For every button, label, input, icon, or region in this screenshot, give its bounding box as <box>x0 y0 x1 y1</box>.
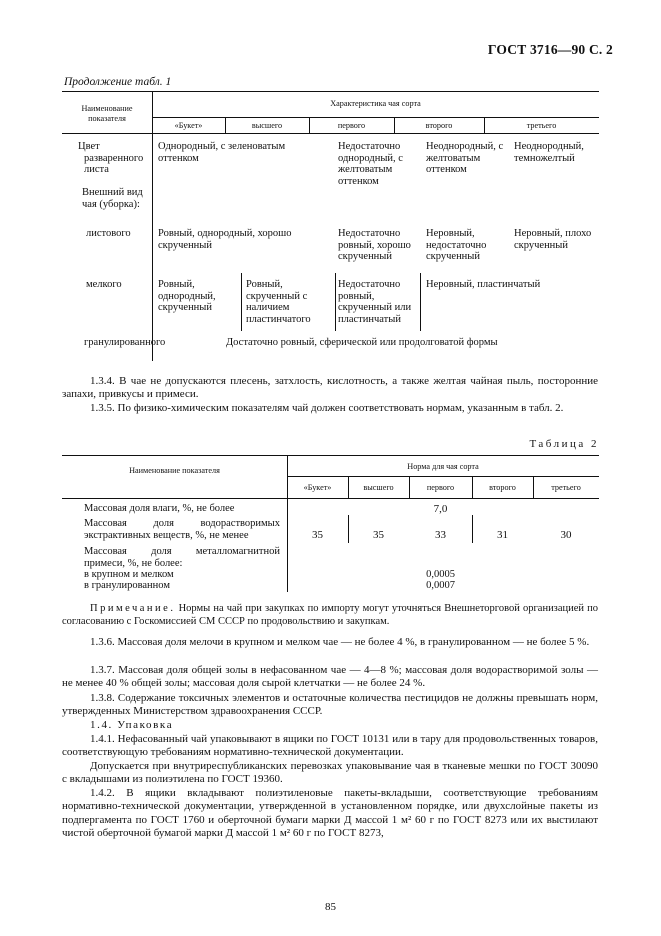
cell-extractives-pervogo: 33 <box>435 529 446 541</box>
table1-body-divider <box>152 133 153 361</box>
table2-header-bottom-rule <box>62 498 599 499</box>
table1-fine-divider <box>241 273 242 331</box>
page-number: 85 <box>325 901 336 913</box>
cell-fine-buket: Ровный, однородный, скрученный <box>158 279 216 313</box>
row-label-leaf: листового <box>86 228 131 239</box>
row-label-leaf-color: Цвет разваренного листа <box>78 141 144 175</box>
row-label-magnetic-granulated: в гранулированном <box>84 580 170 591</box>
table1-grade-header: третьего <box>526 121 557 130</box>
cell-leaf-vtorogo: Неровный, недостаточно скрученный <box>426 228 487 262</box>
row-label-moisture: Массовая доля влаги, %, не более <box>84 503 235 514</box>
row-label-granulated: гранулированного <box>84 337 166 348</box>
table2-grade-header: второго <box>489 483 516 492</box>
table1-group-header: Характеристика чая сорта <box>330 99 421 108</box>
cell-extractives-vtorogo: 31 <box>497 529 508 541</box>
section-1-4-heading: 1.4. Упаковка <box>90 719 174 731</box>
row-label-magnetic-large: в крупном и мелком <box>84 569 174 580</box>
table1-header-bottom-rule <box>62 133 599 134</box>
table1-continuation-label: Продолжение табл. 1 <box>64 76 172 88</box>
table2-group-header: Норма для чая сорта <box>407 462 479 471</box>
paragraph-1-4-1-b: Допускается при внутриреспубликанских перевозках упаковывание чая в тканевые мешки по ГОСТ 30090 с вкладышами из полиэтилена по ГОСТ 19360. <box>62 760 598 786</box>
note-text: Нормы на чай при закупках по импорту могут уточняться Внешнеторговой организацией по согласованию с Госкомиссией СМ СССР по продовольствию и закупкам. <box>62 603 598 627</box>
paragraph-1-4-2: 1.4.2. В ящики вкладывают полиэтиленовые пакеты-вкладыши, соответствующие требованиям нормативно-технической документации, утвержденной в установленном порядке, или двухслойные пакеты из подпергамента по ГОСТ 1760 и оберточной бумаги марки Д массой 1 м² 60 г по ГОСТ 8273 или их выстилают чистой оберточной бумагой марки Д массой 1 м² 60 г по ГОСТ 8273, <box>62 787 598 840</box>
table2-grade-header: третьего <box>551 483 581 492</box>
cell-color-vtorogo: Неоднородный, с желтоватым оттенком <box>426 141 504 175</box>
paragraph-1-3-7: 1.3.7. Массовая доля общей золы в нефасованном чае — 4—8 %; массовая доля водорастворимой золы — не менее 40 % общей золы; массовая доля сырой клетчатки — не более 24 %. <box>62 664 598 690</box>
cell-color-pervogo: Недостаточно однородный, с желтоватым оттенком <box>338 141 403 187</box>
table2-label: Таблица 2 <box>529 438 599 450</box>
cell-extractives-buket: 35 <box>312 529 323 541</box>
cell-fine-pervogo: Недостаточно ровный, скрученный или пластинчатый <box>338 279 412 325</box>
paragraph-1-3-5: 1.3.5. По физико-химическим показателям чай должен соответствовать нормам, указанным в табл. 2. <box>90 402 564 414</box>
table1-col-name-header: Наименование показателя <box>81 104 133 123</box>
table1-fine-divider <box>420 273 421 331</box>
cell-magnetic-large-value: 0,0005 <box>426 569 455 580</box>
table2-subheader-rule <box>287 476 599 477</box>
row-label-magnetic: Массовая доля металломагнитной примеси, %, не более: <box>84 546 280 569</box>
cell-magnetic-granulated-value: 0,0007 <box>426 580 455 591</box>
table2-note <box>62 602 598 628</box>
cell-moisture-value: 7,0 <box>433 503 448 515</box>
table1-grade-header: первого <box>337 121 366 130</box>
cell-fine-vtorogo-tretego: Неровный, пластинчатый <box>426 279 541 290</box>
paragraph-1-3-8: 1.3.8. Содержание токсичных элементов и остаточные количества пестицидов не должны превышать норм, утвержденных Министерством здравоохранения СССР. <box>62 692 598 718</box>
paragraph-1-3-4: 1.3.4. В чае не допускаются плесень, затхлость, кислотность, а также желтая чайная пыль, посторонние запахи, привкусы и примеси. <box>62 375 598 401</box>
table1-grade-header: второго <box>425 121 453 130</box>
cell-leaf-tretego: Неровный, плохо скрученный <box>514 228 592 251</box>
cell-color-buket-vysshego: Однородный, с зеленоватым оттенком <box>158 141 286 164</box>
table2-grade-header: первого <box>426 483 455 492</box>
cell-leaf-buket-vysshego: Ровный, однородный, хорошо скрученный <box>158 228 292 251</box>
table1-fine-divider <box>335 273 336 331</box>
table1-grade-header: высшего <box>251 121 283 130</box>
table1-subheader-rule <box>152 117 599 118</box>
table2-grade-header: «Букет» <box>303 483 332 492</box>
row-label-appearance: Внешний вид чая (уборка): <box>82 187 143 210</box>
cell-leaf-pervogo: Недостаточно ровный, хорошо скрученный <box>338 228 411 262</box>
table1-grade-header: «Букет» <box>174 121 203 130</box>
table2-body-divider <box>287 498 288 592</box>
table2-grade-header: высшего <box>363 483 394 492</box>
cell-color-tretego: Неоднородный, темножелтый <box>514 141 584 164</box>
cell-extractives-tretego: 30 <box>560 529 572 541</box>
table2-top-rule <box>62 455 599 456</box>
paragraph-1-4-1: 1.4.1. Нефасованный чай упаковывают в ящики по ГОСТ 10131 или в тару для продовольственных товаров, соответствующую требованиям нормативно-технической документации. <box>62 733 598 759</box>
cell-extractives-vysshego: 35 <box>373 529 384 541</box>
note-label: Примечание. <box>90 603 176 614</box>
document-header: ГОСТ 3716—90 С. 2 <box>487 42 613 57</box>
row-label-fine: мелкого <box>86 279 122 290</box>
cell-fine-vysshego: Ровный, скрученный с наличием пластинчатого <box>246 279 311 325</box>
row-label-extractives: Массовая доля водорастворимых экстрактивных веществ, %, не менее <box>84 518 280 541</box>
paragraph-1-3-6: 1.3.6. Массовая доля мелочи в крупном и мелком чае — не более 4 %, в гранулированном — не более 5 %. <box>90 636 590 648</box>
cell-granulated: Достаточно ровный, сферической или продолговатой формы <box>226 337 498 348</box>
table1-top-rule <box>62 91 599 92</box>
table2-col-name-header: Наименование показателя <box>129 466 220 475</box>
